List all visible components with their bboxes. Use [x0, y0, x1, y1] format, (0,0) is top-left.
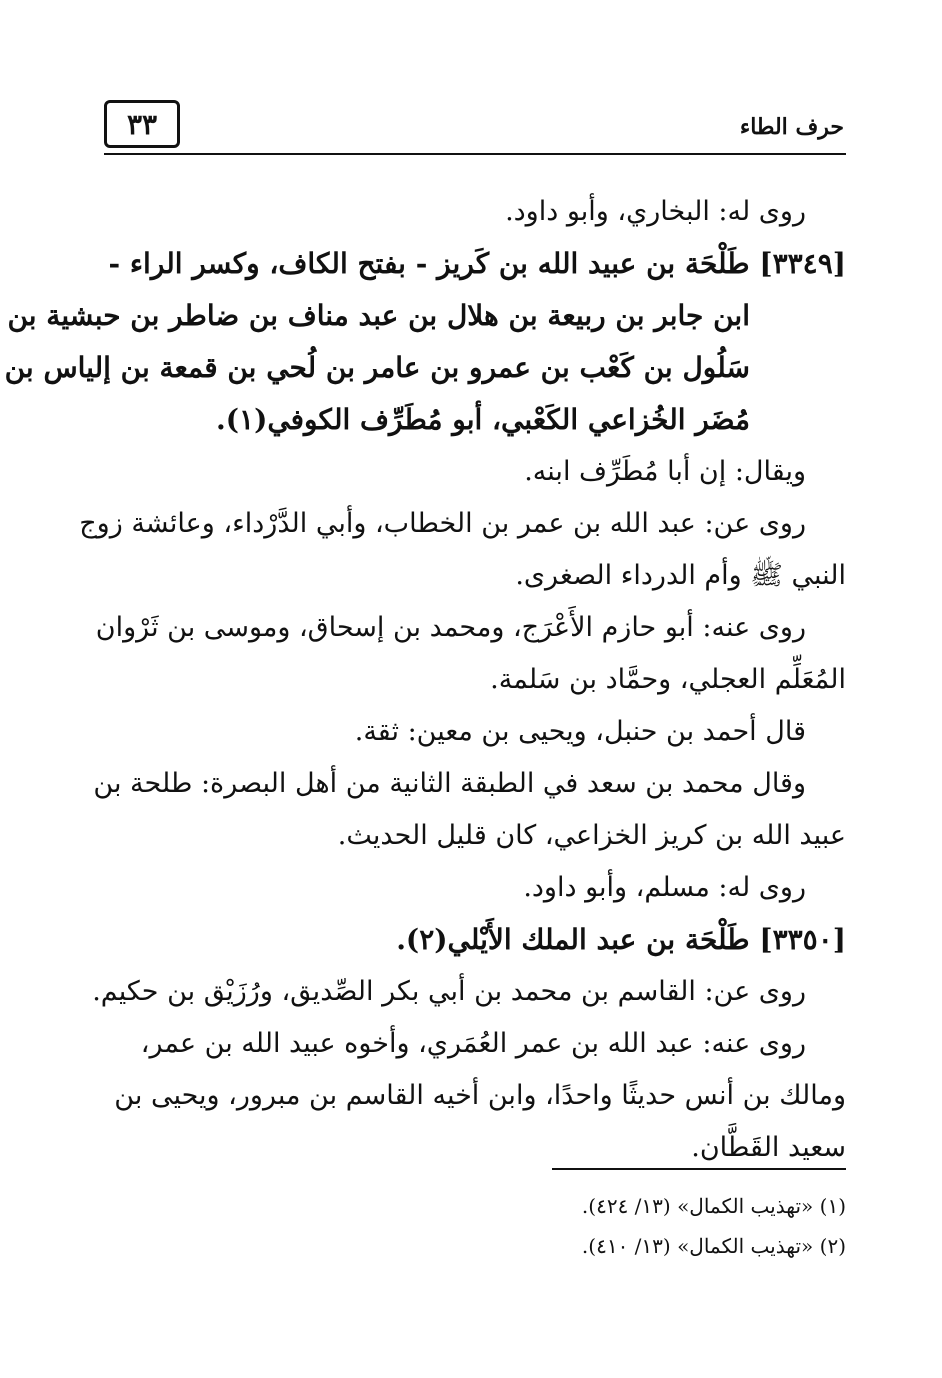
text-line: سَلُول بن كَعْب بن عمرو بن عامر بن لُحي بن قمعة بن إلياس بن [4, 351, 750, 384]
page-number [104, 100, 180, 148]
text-line: [٣٣٥٠] طَلْحَة بن عبد الملك الأَيْلي(٢). [396, 923, 846, 956]
text-line: وقال محمد بن سعد في الطبقة الثانية من أهل البصرة: طلحة بن [93, 768, 806, 799]
text-line: روى عنه: أبو حازم الأَعْرَج، ومحمد بن إسحاق، وموسى بن ثَرْوان [95, 612, 806, 643]
header-divider [104, 153, 846, 155]
page-number-text: ٣٣ [126, 107, 158, 141]
text-line: ابن جابر بن ربيعة بن هلال بن عبد مناف بن ضاطر بن حبشية بن [7, 299, 750, 332]
footnote: (١) «تهذيب الكمال» (١٣/ ٤٢٤). [581, 1194, 846, 1218]
text-line: ويقال: إن أبا مُطَرِّف ابنه. [524, 456, 806, 487]
text-line: روى عنه: عبد الله بن عمر العُمَري، وأخوه عبيد الله بن عمر، [140, 1028, 806, 1059]
text-line: روى عن: القاسم بن محمد بن أبي بكر الصِّديق، ورُزَيْق بن حكيم. [92, 976, 806, 1007]
text-line: مُضَر الخُزاعي الكَعْبي، أبو مُطَرِّف الكوفي(١). [216, 403, 750, 436]
text-line: روى له: مسلم، وأبو داود. [523, 872, 806, 903]
text-line: قال أحمد بن حنبل، ويحيى بن معين: ثقة. [354, 716, 806, 747]
text-line: [٣٣٤٩] طَلْحَة بن عبيد الله بن كَريز - بفتح الكاف، وكسر الراء - [108, 247, 846, 280]
footnote: (٢) «تهذيب الكمال» (١٣/ ٤١٠). [581, 1234, 846, 1258]
footnote-divider [552, 1168, 846, 1170]
text-line: ومالك بن أنس حديثًا واحدًا، وابن أخيه القاسم بن مبرور، ويحيى بن [114, 1080, 846, 1111]
text-line: النبي ﷺ وأم الدرداء الصغرى. [515, 560, 846, 591]
text-line: روى عن: عبد الله بن عمر بن الخطاب، وأبي الدَّرْداء، وعائشة زوج [79, 508, 806, 539]
text-line: عبيد الله بن كريز الخزاعي، كان قليل الحديث. [337, 820, 846, 851]
text-line: روى له: البخاري، وأبو داود. [505, 196, 806, 227]
text-line: سعيد القَطَّان. [691, 1132, 846, 1163]
text-line: المُعَلِّم العجلي، وحمَّاد بن سَلمة. [490, 664, 846, 695]
footnotes [104, 1186, 846, 1266]
running-title: حرف الطاء [739, 114, 844, 140]
main-text [4, 186, 846, 1174]
